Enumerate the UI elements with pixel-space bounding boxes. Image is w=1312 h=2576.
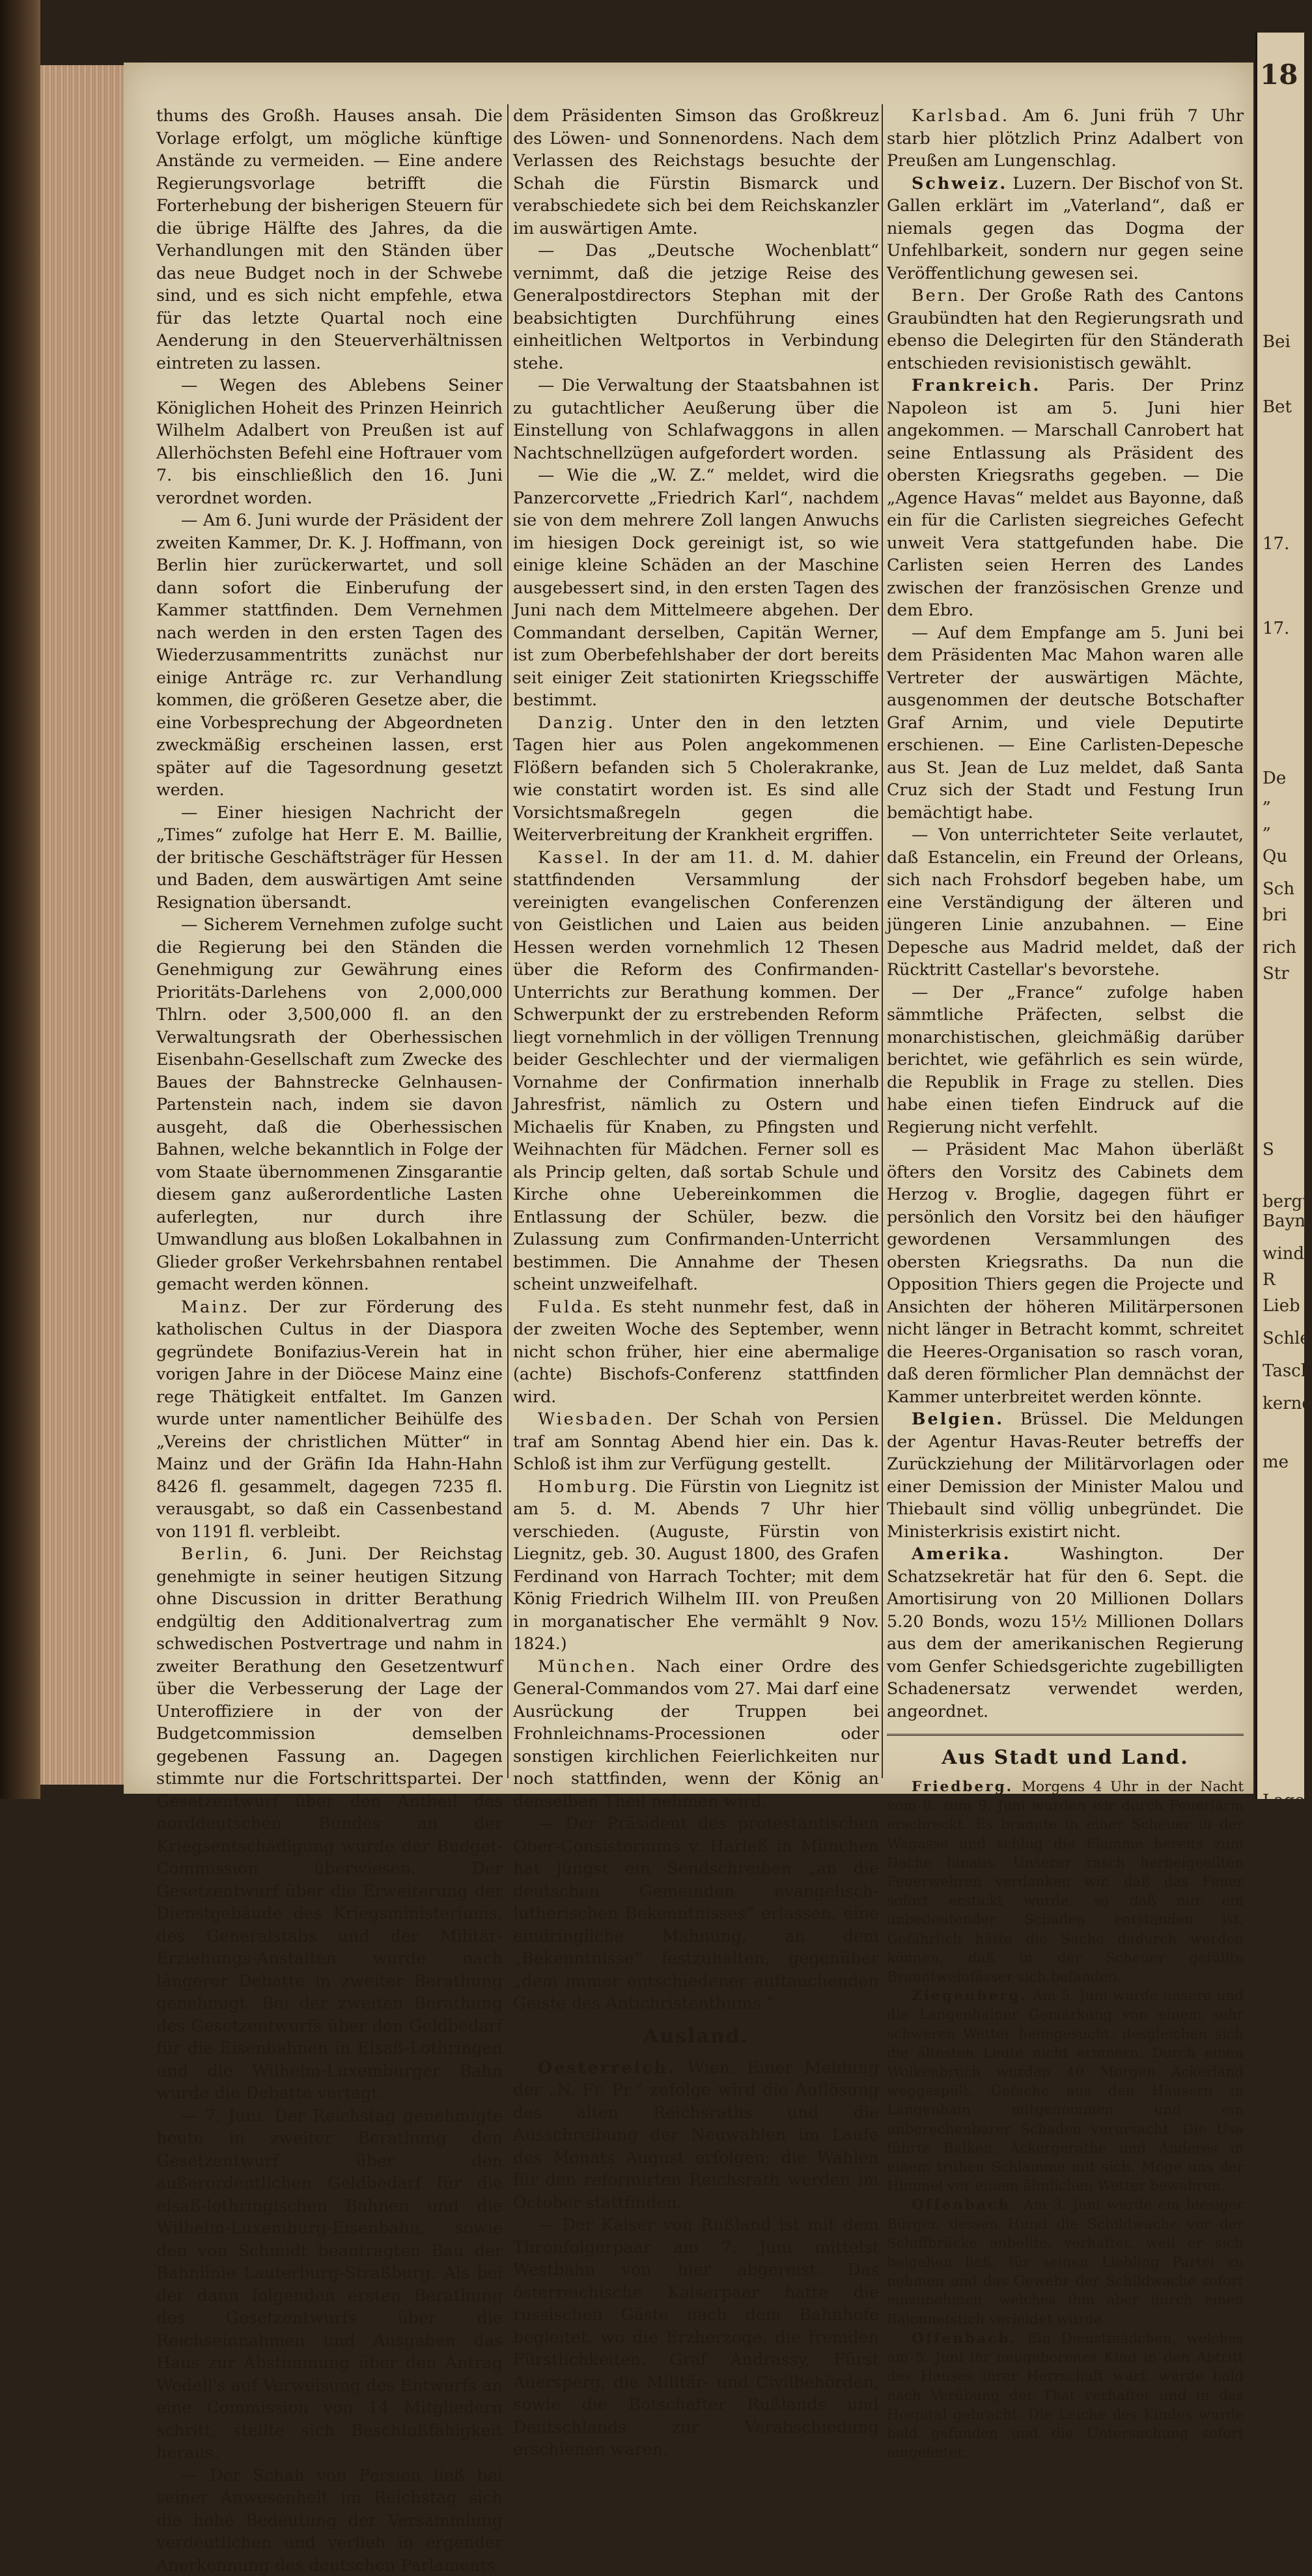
article-paragraph <box>156 509 503 801</box>
article-paragraph <box>887 2329 1244 2462</box>
paragraph-text: Luzern. Der Bischof von St. Gallen erklärt im „Vaterland“, daß er niemals gegen das Dogma der Unfehlbarkeit, sondern nur gegen seine Veröffentlichung gewesen sei. <box>887 173 1244 283</box>
paragraph-text: Der zur Förderung des katholischen Cultus in der Diaspora gegründete Bonifazius-Verein hat in vorigen Jahre in der Diöcese Mainz eine rege Thätigkeit entfaltet. Im Ganzen wurde unter namentlicher Beihülfe des „Vereins der christlichen Mütter“ in Mainz und der Gräfin Ida Hahn-Hahn 8426 fl. gesammelt, dagegen 7235 fl. verausgabt, so daß ein Cassenbestand von 1191 fl. verbleibt. <box>156 1297 503 1541</box>
dateline: München. <box>538 1656 637 1676</box>
paragraph-text: — Einer hiesigen Nachricht der „Times“ zufolge hat Herr E. M. Baillie, der britische Geschäftsträger für Hessen und Baden, dem auswärtigen Amt seine Resignation übersandt. <box>156 802 503 912</box>
paragraph-text: Ein Dienstmädchen, welches am 5. Juni ihr neugeborenes Kind in den Abtritt des Hauses ihrer Herrschaft warf, wurde bald nach Verübung der That verhaftet und in das Hospital gebracht. Die Leiche des Kindes wurde bald gefunden und die Untersuchung sofort eingeleitet. <box>887 2330 1244 2461</box>
article-paragraph <box>156 2104 503 2464</box>
paragraph-text: Wien. Einer Meldung der „N. Fr. Pr.“ zufolge wird die Auflösung des alten Reichsraths und die Ausschreibung der Neuwahlen im Laufe des Monats August erfolgen; die Wahlen für den reformirten Reichsrath werden im October stattfinden. <box>513 2058 879 2212</box>
dateline: Mainz. <box>181 1297 249 1316</box>
adjacent-page-fragment: „ <box>1263 788 1271 808</box>
paragraph-text: Washington. Der Schatzsekretär hat für den 6. Sept. die Amortisirung von 20 Millionen Dollars 5.20 Bonds, wozu 15½ Millionen Dollars aus dem der amerikanischen Regierung vom Genfer Schiedsgerichte zugebilligten Schadenersatz verwendet werden, angeordnet. <box>887 1544 1244 1721</box>
paragraph-text: — 7. Juni. Der Reichstag genehmigte heute in zweiter Berathung den Gesetzentwurf über den außerordentlichen Geldbedarf für die elsaß-lothringischen Bahnen und die Wilhelm-Luxemburg-Eisenbahn, sowie den von Schmidt beantragten Bau der Bahnlinie Lauterburg-Straßburg. Als bei der dann folgenden ersten Berathung des Gesetzentwurfs über die Reichseinnahmen und Ausgaben das Haus zur Abstimmung über den Antrag Wedell's auf Verweisung des Entwurfs an eine Commission von 14 Mitgliedern schritt, stellte sich Beschlußfähigkeit heraus. <box>156 2106 503 2463</box>
dateline: Wiesbaden. <box>538 1409 654 1428</box>
page-stack-edge <box>40 65 124 1785</box>
text-column-1 <box>156 104 503 1778</box>
article-paragraph <box>513 846 879 1295</box>
paragraph-text: Der Schah von Persien traf am Sonntag Abend hier ein. Das k. Schloß ist ihm zur Verfügung gestellt. <box>513 1409 879 1473</box>
article-paragraph <box>887 1138 1244 1408</box>
adjacent-page-fragment: Qu <box>1263 847 1287 866</box>
article-paragraph <box>887 172 1244 285</box>
paragraph-text: 6. Juni. Der Reichstag genehmigte in seiner heutigen Sitzung ohne Discussion in dritter Berathung endgültig den Additionalvertrag zum schwedischen Postvertrage und nahm in zweiter Berathung den Gesetzentwurf über die Verbesserung der Lage der Unteroffiziere in der von der Budgetcommission demselben gegebenen Fassung an. Dagegen stimmte nur die Fortschrittspartei. Der Gesetzentwurf über den Antheil des norddeutschen Bundes an der Kriegsentschädigung wurde der Budget-Commission überwiesen. Der Gesetzentwurf über die Erweiterung der Dienstgebäude des Kriegsministeriums, des Generalstabs und der Militär-Erziehungs-Anstalten wurde nach längerer Debatte in zweiter Berathung genehmigt. Bei der zweiten Berathung des Gesetzentwurfs über den Geldbedarf für die Eisenbahnen in Elsaß-Lothringen und die Wilhelm-Luxemburger Bahn wurde die Debatte vertagt. <box>156 1544 503 2102</box>
adjacent-page-fragment: wind <box>1263 1244 1304 1264</box>
article-paragraph <box>887 981 1244 1139</box>
adjacent-page-fragment: Bayn <box>1263 1211 1305 1231</box>
article-paragraph <box>887 1987 1244 2196</box>
article-paragraph <box>887 1408 1244 1542</box>
adjacent-page-fragment: bri <box>1263 905 1287 925</box>
adjacent-page-fragment: Bei <box>1263 332 1291 352</box>
adjacent-page-fragment: bergt <box>1263 1192 1309 1211</box>
paragraph-text: dem Präsidenten Simson das Großkreuz des Löwen- und Sonnenordens. Nach dem Verlassen des Reichstags besuchte der Schah die Fürstin Bismarck und verabschiedete sich bei dem Reichskanzler im auswärtigen Amte. <box>513 106 879 238</box>
article-paragraph <box>156 104 503 374</box>
dateline: Fulda. <box>538 1297 603 1316</box>
adjacent-page-fragment: Tasch <box>1263 1361 1311 1381</box>
dateline: Berlin, <box>181 1544 251 1563</box>
dateline: Friedberg. <box>912 1779 1013 1795</box>
article-paragraph <box>513 1475 879 1655</box>
paragraph-text: — Von unterrichteter Seite verlautet, daß Estancelin, ein Freund der Orleans, sich nach Frohsdorf begeben habe, um eine Verständigung der älteren und jüngeren Linie anzubahnen. — Eine Depesche aus Madrid meldet, daß der Rücktritt Castellar's bevorstehe. <box>887 825 1244 979</box>
dateline: Belgien. <box>912 1409 1004 1428</box>
paragraph-text: — Der Schah von Persien ließ bei seiner Anwesenheit im Reichstag sich die hohe Bedeutung der Versammlung verdeutlichen und verlieh in ergender Anerkennung des deutschen Parlaments <box>156 2465 503 2575</box>
dateline: Karlsbad. <box>912 106 1009 125</box>
adjacent-page-fragment: 17. <box>1263 534 1289 554</box>
adjacent-page-fragment: Bet <box>1263 397 1292 417</box>
article-paragraph <box>156 801 503 914</box>
text-column-3 <box>887 104 1244 1778</box>
article-paragraph <box>887 104 1244 172</box>
adjacent-page-fragment: Schle <box>1263 1329 1310 1348</box>
paragraph-text: — Das „Deutsche Wochenblatt“ vernimmt, daß die jetzige Reise des Generalpostdirectors Stephan mit der beabsichtigten Durchführung eines einheitlichen Weltportos in Verbindung stehe. <box>513 240 879 373</box>
paragraph-text: — Der Präsident des protestantischen Ober-Consistoriums v. Harleß in München hat jüngst ein Sendschreiben „an die deutschen Gemeinden evangelisch-lutherischen Bekenntnisses“ erlassen, eine eindringliche Mahnung, an dem „Bekenntnisse“ festzuhalten, gegenüber „dem immer entschiedener auftauchenden Geiste des Antichristenthums.“ <box>513 1813 879 2013</box>
book-binding <box>0 0 40 1799</box>
article-paragraph <box>156 2464 503 2576</box>
paragraph-text: — Sicherem Vernehmen zufolge sucht die Regierung bei den Ständen die Genehmigung zur Gewährung eines Prioritäts-Darlehens von 2,000,000 Thlrn. oder 3,500,000 fl. an den Verwaltungsrath der Oberhessischen Eisenbahn-Gesellschaft zum Zwecke des Baues der Bahnstrecke Gelnhausen-Partenstein nach, indem sie davon ausgeht, daß die Oberhessischen Bahnen, welche bekanntlich in Folge der vom Staate übernommenen Zinsgarantie diesem ganz außerordentliche Lasten auferlegten, nur durch ihre Umwandlung aus bloßen Lokalbahnen in Glieder großer Verkehrsbahnen rentabel gemacht werden können. <box>156 914 503 1294</box>
paragraph-text: thums des Großh. Hauses ansah. Die Vorlage erfolgt, um mögliche künftige Anstände zu vermeiden. — Eine andere Regierungsvorlage betrifft die Forterhebung der bisherigen Steuern für die übrige Hälfte des Jahres, da die Verhandlungen mit den Ständen über das neue Budget noch in der Schwebe sind, und es sich nicht empfehle, etwa für das letzte Quartal noch eine Aenderung in den Steuerverhältnissen eintreten zu lassen. <box>156 106 503 373</box>
adjacent-page-fragment: rich <box>1263 938 1296 957</box>
article-paragraph <box>887 2196 1244 2328</box>
paragraph-text: Brüssel. Die Meldungen der Agentur Havas-Reuter betreffs der Zurückziehung der Militärvorlagen oder einer Demission der Minister Malou und Thiebault sind völlig unbegründet. Die Ministerkrisis existirt nicht. <box>887 1409 1244 1541</box>
article-paragraph <box>156 913 503 1295</box>
adjacent-page-fragment: Sch <box>1263 879 1294 899</box>
article-paragraph <box>513 711 879 846</box>
dateline: Danzig. <box>538 713 615 732</box>
article-paragraph <box>887 1542 1244 1722</box>
adjacent-page-fragment: De <box>1263 769 1286 788</box>
paragraph-text: Die Fürstin von Liegnitz ist am 5. d. M. Abends 7 Uhr hier verschieden. (Auguste, Fürstin von Liegnitz, geb. 30. August 1800, des Grafen Ferdinand von Harrach Tochter; mit dem König Friedrich Wilhelm III. von Preußen in morganatischer Ehe vermählt 9 Nov. 1824.) <box>513 1477 879 1654</box>
paragraph-text: — Auf dem Empfange am 5. Juni bei dem Präsidenten Mac Mahon waren alle Vertreter der auswärtigen Mächte, ausgenommen der deutsche Botschafter Graf Arnim, und viele Deputirte erschienen. — Eine Carlisten-Depesche aus St. Jean de Luz meldet, daß Santa Cruz sich der Stadt und Festung Irun bemächtigt habe. <box>887 623 1244 822</box>
paragraph-text: — Wie die „W. Z.“ meldet, wird die Panzercorvette „Friedrich Karl“, nachdem sie von dem mehrere Zoll langen Anwuchs im hiesigen Dock gereinigt ist, so wie einige kleine Schäden an der Maschine ausgebessert sind, in den ersten Tagen des Juni nach dem Mittelmeere abgehen. Der Commandant derselben, Capitän Werner, ist zum Oberbefehlshaber der dort bereits seit einiger Zeit stationirten Kriegsschiffe bestimmt. <box>513 465 879 709</box>
dateline: Ziegenberg. <box>912 1988 1027 2004</box>
dateline: Homburg. <box>538 1477 639 1496</box>
section-heading: Aus Stadt und Land. <box>887 1734 1244 1771</box>
column-divider <box>507 104 509 1778</box>
adjacent-page-fragment: S <box>1263 1140 1274 1159</box>
adjacent-page-number: 18 <box>1260 59 1298 91</box>
article-paragraph <box>513 104 879 239</box>
paragraph-text: Der Große Rath des Cantons Graubündten hat den Regierungsrath und ebenso die Delegirten für den Ständerath entschieden revisionistisch gewählt. <box>887 285 1244 373</box>
article-paragraph <box>513 374 879 464</box>
article-paragraph <box>513 1812 879 2015</box>
dateline: Schweiz. <box>912 173 1007 193</box>
paragraph-text: Unter den in den letzten Tagen hier aus Polen angekommenen Flößern befanden sich 5 Cholerakranke, wie constatirt worden ist. Es sind alle Vorsichtsmaßregeln gegen die Weiterverbreitung der Krankheit ergriffen. <box>513 713 879 845</box>
paragraph-text: — Präsident Mac Mahon überläßt öfters den Vorsitz des Cabinets dem Herzog v. Broglie, dagegen führt er persönlich den Vorsitz bei den häufiger gewordenen Versammlungen des obersten Kriegsraths. Da nun die Opposition Thiers gegen die Projecte und Ansichten der höheren Militärpersonen nicht länger in Betracht kommt, schreitet die Heeres-Organisation so rasch voran, daß deren förmlicher Plan demnächst der Kammer unterbreitet werden könnte. <box>887 1139 1244 1406</box>
article-paragraph <box>156 1295 503 1543</box>
paragraph-text: — Der „France“ zufolge haben sämmtliche Präfecten, selbst die monarchistischen, gleichmäßig darüber berichtet, wie gefährlich es sein würde, die Republik in Frage zu stellen. Dies habe einen tiefen Eindruck auf die Regierung nicht verfehlt. <box>887 982 1244 1137</box>
article-paragraph <box>513 1295 879 1408</box>
article-paragraph <box>887 1777 1244 1987</box>
adjacent-page-fragment: R <box>1263 1270 1276 1290</box>
adjacent-page-fragment: kerne <box>1263 1394 1312 1413</box>
article-paragraph <box>887 621 1244 824</box>
paragraph-text: In der am 11. d. M. dahier stattfindenden Versammlung der vereinigten evangelischen Conferenzen von Geistlichen und Laien aus beiden Hessen werden vornehmlich 12 Thesen über die Reform des Confirmanden-Unterrichts zur Berathung kommen. Der Schwerpunkt der zu erstrebenden Reform liegt vornehmlich in der völligen Trennung beider Geschlechter und der viermaligen Vornahme der Confirmation innerhalb Jahresfrist, nämlich zu Ostern und Michaelis für Knaben, zu Pfingsten und Weihnachten für Mädchen. Ferner soll es als Princip gelten, daß sortab Schule und Kirche ohne Uebereinkommen die Entlassung der Schüler, bezw. die Zulassung zum Confirmanden-Unterricht bestimmen. Die Annahme der Thesen scheint unzweifelhaft. <box>513 847 879 1294</box>
dateline: Frankreich. <box>912 375 1040 395</box>
dateline: Offenbach. <box>912 2197 1017 2213</box>
paragraph-text: Am 6. Juni früh 7 Uhr starb hier plötzlich Prinz Adalbert von Preußen am Lungenschlag. <box>887 106 1244 170</box>
article-paragraph <box>513 464 879 711</box>
dateline: Amerika. <box>912 1544 1011 1563</box>
adjacent-page-fragment: „ <box>1263 814 1271 834</box>
paragraph-text: Nach einer Ordre des General-Commandos vom 27. Mai darf eine Ausrückung der Truppen bei Frohnleichnams-Processionen oder sonstigen kirchlichen Feierlichkeiten nur noch stattfinden, wenn der König an denselben Theil nehmen wird. <box>513 1656 879 1811</box>
dateline: Oesterreich. <box>538 2058 676 2077</box>
adjacent-page-fragment: Str <box>1263 964 1289 984</box>
section-heading: Ausland. <box>513 2024 879 2050</box>
text-column-2 <box>513 104 879 1778</box>
article-paragraph <box>887 823 1244 981</box>
dateline: Bern. <box>912 285 967 305</box>
paragraph-text: Paris. Der Prinz Napoleon ist am 5. Juni hier angekommen. — Marschall Canrobert hat seine Entlassung als Präsident des obersten Kriegsraths gegeben. — Die „Agence Havas“ meldet aus Bayonne, daß ein für die Carlisten siegreiches Gefecht unweit Vera stattgefunden habe. Die Carlisten seien Herren des Landes zwischen der französischen Grenze und dem Ebro. <box>887 375 1244 619</box>
paragraph-text: Am 3. Juni wurde ein hiesiger Bürger, dessen Hund die Schildwache vor der Schiffbrücke anbellte, verhaftet, weil er sich beigehen ließ, für seinen Liebling Partei zu nehmen und das Gewehr der Schildwache sofort einzunehmen, welches ihm aber durch einen Bajonnetstich verleidet wurde. <box>887 2197 1244 2327</box>
article-paragraph <box>513 239 879 374</box>
column-divider <box>882 104 884 1778</box>
adjacent-page-fragment: Lage <box>1263 1791 1305 1811</box>
article-paragraph <box>156 1542 503 2104</box>
adjacent-page-fragment: me <box>1263 1452 1289 1472</box>
adjacent-page-edge <box>1255 33 1304 1799</box>
article-paragraph <box>887 284 1244 374</box>
article-paragraph <box>513 1655 879 1813</box>
dateline: Kassel. <box>538 847 611 867</box>
article-paragraph <box>887 374 1244 621</box>
paragraph-text: Es steht nunmehr fest, daß in der zweiten Woche des September, wenn nicht schon früher, hier eine abermalige (achte) Bischofs-Conferenz stattfinden wird. <box>513 1297 879 1406</box>
adjacent-page-fragment: 17. <box>1263 619 1289 638</box>
paragraph-text: — Am 6. Juni wurde der Präsident der zweiten Kammer, Dr. K. J. Hoffmann, von Berlin hier zurückerwartet, und soll dann sofort die Einberufung der Kammer stattfinden. Dem Vernehmen nach werden in den ersten Tagen des Wiederzusammentritts zunächst nur einige Anträge rc. zur Verhandlung kommen, die größeren Gesetze aber, die eine Vorbesprechung der Abgeordneten zweckmäßig erscheinen lassen, erst später auf die Tagesordnung gesetzt werden. <box>156 510 503 799</box>
adjacent-page-fragment: Lieb <box>1263 1296 1300 1316</box>
article-paragraph <box>513 2213 879 2461</box>
article-paragraph <box>513 1408 879 1475</box>
dateline: Offenbach. <box>912 2330 1017 2347</box>
paragraph-text: — Wegen des Ablebens Seiner Königlichen Hoheit des Prinzen Heinrich Wilhelm Adalbert von Preußen ist auf Allerhöchsten Befehl eine Hoftrauer vom 7. bis einschließlich den 16. Juni verordnet worden. <box>156 375 503 507</box>
paragraph-text: Am 5. Juni wurde unsere und die Langenhainer Gemarkung von einem sehr schweren Wetter heimgesucht, desgleichen sich die ältesten Leute nicht erinnern. Durch einen Wolkenbruch wurden 40 Morgen Ackerland weggespült, Gefache aus den Häusern in Langenhain mitgenommen und ein unberechenbarer Schaden verursacht. Die Usa führte Balken, Ackergeräthe und Anderes in einem trüben Schlamme mit sich. Möge uns der Himmel vor einem ähnlichen Wetter bewahren. <box>887 1988 1244 2194</box>
paragraph-text: — Der Kaiser von Rußland ist mit dem Thronfolgerpaar am 7. Juni mittelst Westbahn von hier abgereist. Das österreichische Kaiserpaar hatte die russischen Gäste nach dem Bahnhofe begleitet, wo die Erzherzoge, die fremden Fürstlichkeiten, Graf Andrassy, Fürst Auersperg, die Militär- und Civilbehörden, sowie die Botschafter Rußlands und Deutschlands zur Verabschiedung erschienen waren. <box>513 2215 879 2459</box>
article-paragraph <box>156 374 503 509</box>
paragraph-text: Morgens 4 Uhr in der Nacht vom 8. zum 9. Juni wurden wir durch Feuerlärm erschreckt. Es brannte in einer Scheuer in der Wagasse und schlug die Flamme bereits zum Dache hinaus. Unserer rasch herbeigeeilten Feuerwehren verdanken wir, daß das Feuer sofort erstickt wurde, so daß nur ein unbedeutender Schaden entstanden ist. Gefährlich hätte die Sache dadurch werden können, daß in der Scheuer gefüllte Branntweinfässer sich befanden. <box>887 1779 1244 1985</box>
article-paragraph <box>513 2056 879 2214</box>
paragraph-text: — Die Verwaltung der Staatsbahnen ist zu gutachtlicher Aeußerung über die Einstellung von Schlafwaggons in allen Nachtschnellzügen aufgefordert worden. <box>513 375 879 462</box>
